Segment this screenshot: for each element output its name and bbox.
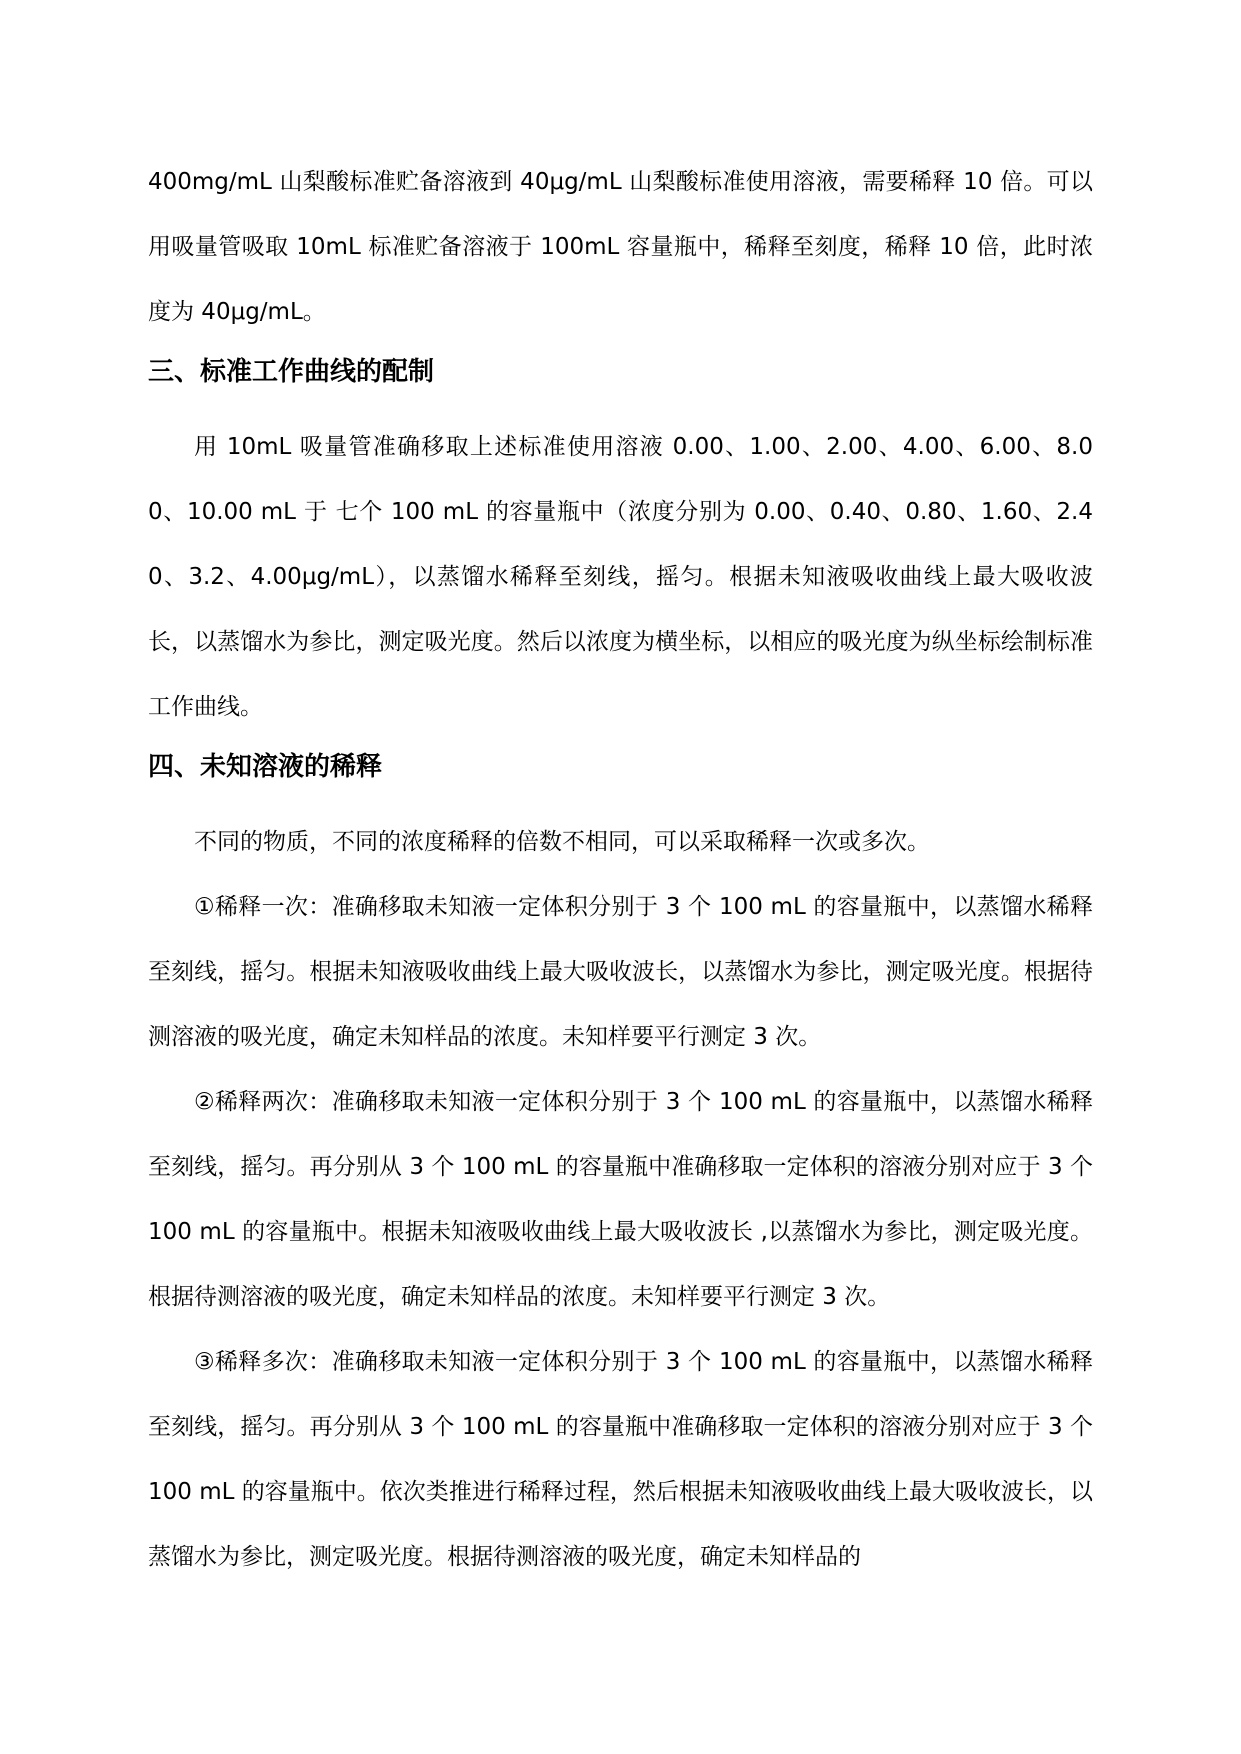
section-3-paragraph: 用 10mL 吸量管准确移取上述标准使用溶液 0.00、1.00、2.00、4.00、6.00、8.00、10.00 mL 于 七个 100 mL 的容量瓶中（浓度分别为 0.00、0.40、0.80、1.60、2.40、3.2、4.00μg/mL），以蒸馏水稀释至刻线，摇匀。根据未知液吸收曲线上最大吸收波长，以蒸馏水为参比，测定吸光度。然后以浓度为横坐标，以相应的吸光度为纵坐标绘制标准工作曲线。	[148, 434, 1093, 720]
section-3-heading: 三、标准工作曲线的配制	[148, 357, 435, 387]
section-4-paragraph-4: ③稀释多次：准确移取未知液一定体积分别于 3 个 100 mL 的容量瓶中，以蒸馏水稀释至刻线，摇匀。再分别从 3 个 100 mL 的容量瓶中准确移取一定体积的溶液分别对应于 3 个 100 mL 的容量瓶中。依次类推进行稀释过程，然后根据未知液吸收曲线上最大吸收波长，以蒸馏水为参比，测定吸光度。根据待测溶液的吸光度，确定未知样品的	[148, 1349, 1093, 1570]
section-4-paragraph-1: 不同的物质，不同的浓度稀释的倍数不相同，可以采取稀释一次或多次。	[194, 829, 930, 855]
intro-paragraph: 400mg/mL 山梨酸标准贮备溶液到 40μg/mL 山梨酸标准使用溶液，需要稀释 10 倍。可以用吸量管吸取 10mL 标准贮备溶液于 100mL 容量瓶中，稀释至刻度，稀释 10 倍，此时浓度为 40μg/mL。	[148, 169, 1093, 325]
section-4-paragraph-3: ②稀释两次：准确移取未知液一定体积分别于 3 个 100 mL 的容量瓶中，以蒸馏水稀释至刻线，摇匀。再分别从 3 个 100 mL 的容量瓶中准确移取一定体积的溶液分别对应于 3 个 100 mL 的容量瓶中。根据未知液吸收曲线上最大吸收波长 ,以蒸馏水为参比，测定吸光度。根据待测溶液的吸光度，确定未知样品的浓度。未知样要平行测定 3 次。	[148, 1089, 1093, 1310]
section-4-heading: 四、未知溶液的稀释	[148, 752, 383, 782]
document-body	[148, 150, 1093, 1590]
section-4-paragraph-2: ①稀释一次：准确移取未知液一定体积分别于 3 个 100 mL 的容量瓶中，以蒸馏水稀释至刻线，摇匀。根据未知液吸收曲线上最大吸收波长，以蒸馏水为参比，测定吸光度。根据待测溶液的吸光度，确定未知样品的浓度。未知样要平行测定 3 次。	[148, 894, 1093, 1050]
